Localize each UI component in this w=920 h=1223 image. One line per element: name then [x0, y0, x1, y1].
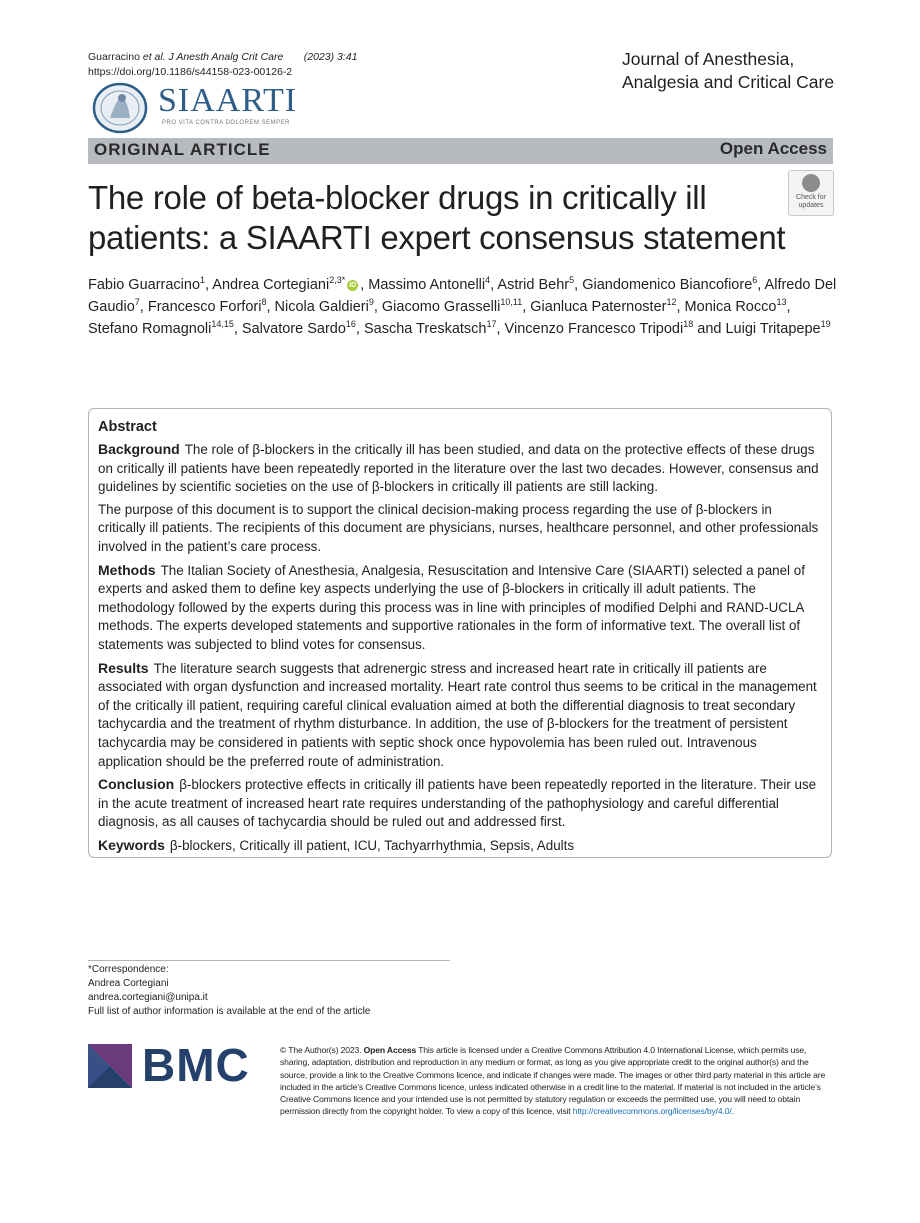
author-name: , Francesco Forfori: [139, 299, 262, 315]
author-name: , Stefano Romagnoli: [88, 299, 791, 337]
author-affiliation: 10,11: [500, 297, 523, 308]
keywords-heading: Keywords: [98, 836, 165, 853]
siaarti-logo: [92, 80, 298, 136]
siaarti-tagline: PRO VITA CONTRA DOLOREM SEMPER: [162, 120, 290, 126]
author-list: [88, 274, 838, 340]
license-open-access: Open Access: [363, 1045, 417, 1055]
author-affiliation: 2,3*: [329, 275, 346, 286]
author-name: , Vincenzo Francesco Tripodi: [496, 321, 684, 337]
author-affiliation: 17: [486, 319, 497, 330]
author-affiliation: 8: [261, 297, 267, 308]
journal-name: [622, 48, 834, 94]
citation-block: [88, 50, 357, 80]
author-name: , Astrid Behr: [490, 277, 570, 293]
correspondence-note: [88, 963, 370, 1019]
citation-year: (2023) 3:41: [303, 51, 358, 63]
abstract-methods: [98, 561, 823, 655]
license-body: This article is licensed under a Creative Commons Attribution 4.0 International License, which permits use, sharing, adaptation, distribution and reproduction in any medium or format, as long as you give appropriate credit to the original author(s) and the source, provide a link to the Creative Commons licence, and indicate if changes were made. The images or other third party material in this article are included in the article’s Creative Commons licence, unless indicated otherwise in a credit line to the material. If material is not included in the article’s Creative Commons licence and your intended use is not permitted by statutory regulation or exceeds the permitted use, you will need to obtain permission directly from the copyright holder. To view a copy of this licence, visit: [280, 1045, 826, 1117]
author-affiliation: 9: [368, 297, 374, 308]
author-affiliation: 5: [569, 275, 575, 286]
check-for-updates-label: Check for updates: [796, 194, 826, 209]
results-heading: Results: [98, 659, 149, 676]
doi-link[interactable]: https://doi.org/10.1186/s44158-023-00126-2: [88, 66, 293, 78]
correspondence-name: Andrea Cortegiani: [88, 978, 169, 989]
author-affiliation: 6: [752, 275, 758, 286]
bmc-logo-text: BMC: [142, 1039, 250, 1091]
methods-heading: Methods: [98, 561, 156, 578]
article-type-label: ORIGINAL ARTICLE: [94, 140, 271, 159]
correspondence-label: *Correspondence:: [88, 964, 169, 975]
check-for-updates-icon: [802, 174, 820, 192]
abstract-heading: Abstract: [98, 419, 157, 435]
author-affiliation: 14,15: [211, 319, 234, 330]
siaarti-logo-text: SIAARTI: [158, 82, 298, 119]
results-text: The literature search suggests that adrenergic stress and increased heart rate in critically ill patients are associated with organ dysfunction and increased mortality. Heart rate control thus seems to be critical in the management of the critically ill patient, requiring careful clinical evaluation aimed at both the differential diagnosis to treat secondary tachycardia and the treatment of rhythm disturbance. In addition, the use of β-blockers for the treatment of persistent tachycardia may be considered in patients with septic shock once hypovolemia has been ruled out. Intravenous application should be the preferred route of administration.: [98, 660, 817, 769]
license-copyright: © The Author(s) 2023.: [280, 1045, 364, 1055]
author-name: , Giacomo Grasselli: [373, 299, 501, 315]
license-link[interactable]: http://creativecommons.org/licenses/by/4.0/: [572, 1106, 732, 1117]
author-name: , Monica Rocco: [676, 299, 777, 315]
bmc-logo: [88, 1039, 268, 1091]
author-name: and Luigi Tritapepe: [693, 321, 821, 337]
correspondence-email[interactable]: andrea.cortegiani@unipa.it: [88, 992, 208, 1003]
siaarti-emblem-icon: [92, 82, 148, 134]
author-name: , Nicola Galdieri: [266, 299, 369, 315]
citation-author: Guarracino: [88, 51, 140, 63]
author-name: Fabio Guarracino: [88, 277, 201, 293]
article-type-band: [88, 138, 833, 164]
journal-name-line2: Analgesia and Critical Care: [622, 72, 835, 92]
citation-journal: et al. J Anesth Analg Crit Care: [139, 51, 284, 63]
abstract-content: [98, 417, 823, 859]
author-name: , Massimo Antonelli: [360, 277, 486, 293]
author-name: , Gianluca Paternoster: [522, 299, 667, 315]
open-access-label: Open Access: [719, 139, 827, 158]
author-affiliation: 16: [345, 319, 356, 330]
abstract-purpose: The purpose of this document is to support the clinical decision-making process regarding the use of β-blockers in critically ill patients. The recipients of this document are physicians, nurses, healthcare personnel, and other professionals involved in the patient’s care process.: [98, 501, 819, 554]
footnote-divider: [88, 960, 450, 961]
background-heading: Background: [98, 441, 180, 457]
author-affiliation: 18: [683, 319, 694, 330]
abstract-box: [88, 408, 832, 858]
abstract-conclusion: [98, 775, 823, 832]
author-info-note: Full list of author information is available at the end of the article: [88, 1006, 371, 1017]
background-text: The role of β-blockers in the critically ill has been studied, and data on the protective effects of these drugs on critically ill patients have been repeatedly reported in the literature over the last two decades. However, consensus and guidelines by scientific societies on the use of β-blockers in critically ill patients are still lacking.: [98, 442, 819, 495]
author-affiliation: 7: [134, 297, 140, 308]
keywords-text: β-blockers, Critically ill patient, ICU, Tachyarrhythmia, Sepsis, Adults: [169, 837, 575, 853]
author-affiliation: 19: [820, 319, 831, 330]
author-name: , Alfredo Del Gaudio: [88, 277, 837, 315]
article-title: The role of beta-blocker drugs in critically ill patients: a SIAARTI expert consensus statement: [88, 179, 786, 256]
license-end: .: [731, 1106, 734, 1117]
author-name: , Salvatore Sardo: [233, 321, 346, 337]
abstract-results: [98, 659, 823, 772]
author-name: , Sascha Treskatsch: [355, 321, 487, 337]
author-affiliation: 12: [666, 297, 677, 308]
conclusion-heading: Conclusion: [98, 776, 175, 793]
license-text: [280, 1044, 828, 1118]
abstract-background: [98, 440, 823, 497]
journal-name-line1: Journal of Anesthesia,: [622, 49, 795, 69]
abstract-keywords: [98, 836, 823, 856]
methods-text: The Italian Society of Anesthesia, Analgesia, Resuscitation and Intensive Care (SIAARTI) selected a panel of experts and asked them to define key aspects underlying the use of β-blockers in critically ill adult patients. The methodology followed by the experts during this process was in line with principles of modified Delphi and RAND-UCLA methods. The experts developed statements and supportive rationales in the form of informative text. The overall list of statements was subjected to blind votes for consensus.: [98, 562, 805, 652]
author-name: , Giandomenico Biancofiore: [574, 277, 753, 293]
citation-line: [88, 50, 357, 65]
author-affiliation: 4: [485, 275, 491, 286]
author-name: , Andrea Cortegiani: [205, 277, 330, 293]
author-affiliation: 1: [200, 275, 206, 286]
check-for-updates-badge[interactable]: [788, 170, 834, 216]
orcid-icon[interactable]: iD: [349, 281, 357, 289]
conclusion-text: β-blockers protective effects in critically ill patients have been repeatedly reported in the literature. Their use in the acute treatment of increased heart rate requires understanding of the pathophysiology and careful differential diagnosis, as all causes of tachycardia should be ruled out and addressed first.: [98, 777, 817, 830]
author-affiliation: 13: [776, 297, 787, 308]
bmc-logo-mark-icon: [88, 1044, 132, 1088]
